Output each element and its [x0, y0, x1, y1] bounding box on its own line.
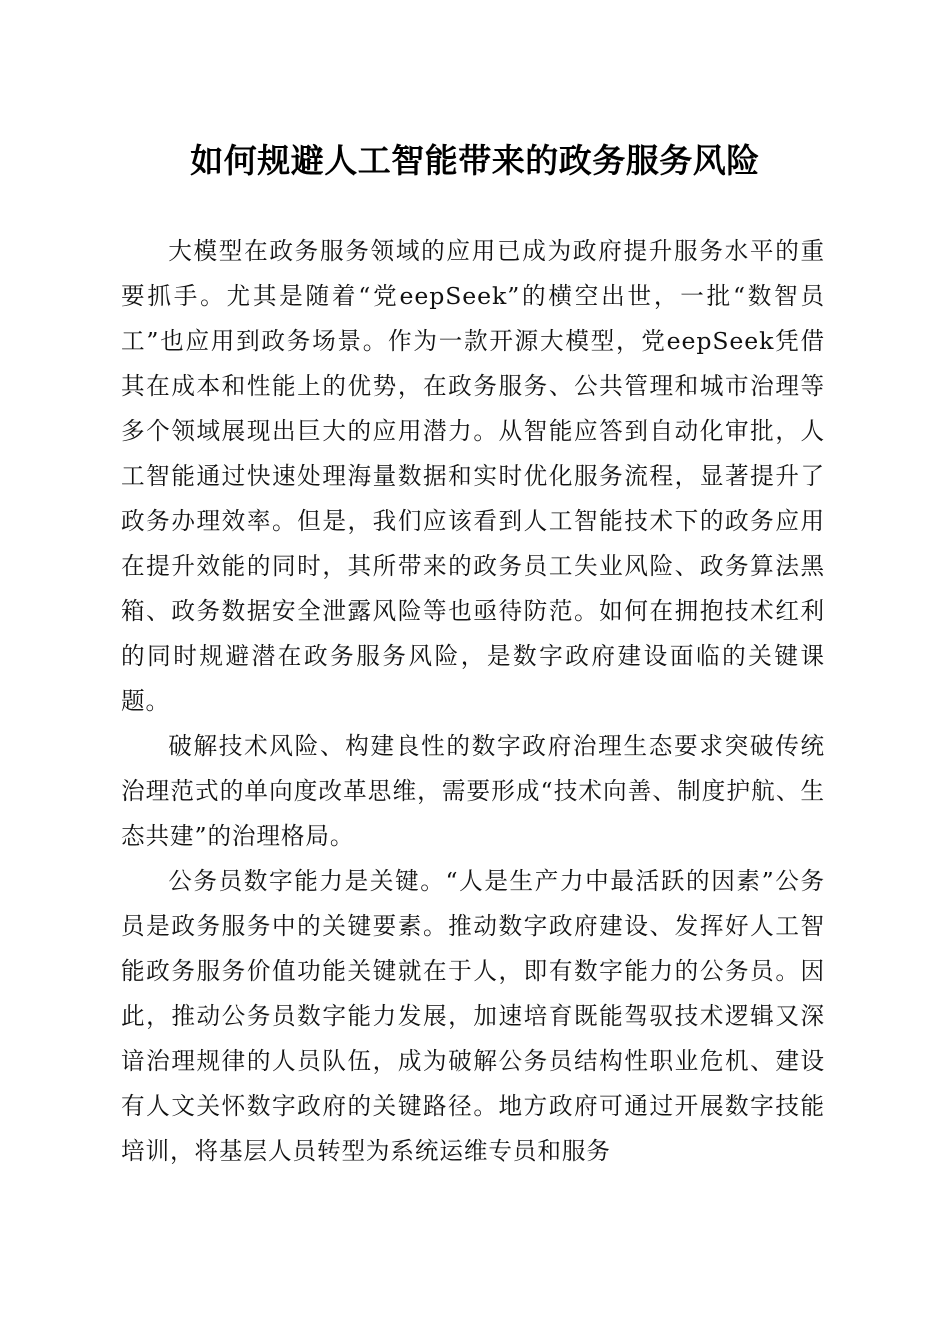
- paragraph-2: 破解技术风险、构建良性的数字政府治理生态要求突破传统治理范式的单向度改革思维，需要形成“技术向善、制度护航、生态共建”的治理格局。: [121, 732, 825, 850]
- document-title: 如何规避人工智能带来的政务服务风险: [190, 141, 760, 180]
- paragraph-3: 公务员数字能力是关键。“人是生产力中最活跃的因素”公务员是政务服务中的关键要素。推动数字政府建设、发挥好人工智能政务服务价值功能关键就在于人，即有数字能力的公务员。因此，推动公务员数字能力发展，加速培育既能驾驭技术逻辑又深谙治理规律的人员队伍，成为破解公务员结构性职业危机、建设有人文关怀数字政府的关键路径。地方政府可通过开展数字技能培训，将基层人员转型为系统运维专员和服务: [121, 867, 825, 1165]
- paragraph-1: 大模型在政务服务领域的应用已成为政府提升服务水平的重要抓手。尤其是随着“党eepSeek”的横空出世，一批“数智员工”也应用到政务场景。作为一款开源大模型，党eepSeek凭借其在成本和性能上的优势，在政务服务、公共管理和城市治理等多个领域展现出巨大的应用潜力。从智能应答到自动化审批，人工智能通过快速处理海量数据和实时优化服务流程，显著提升了政务办理效率。但是，我们应该看到人工智能技术下的政务应用在提升效能的同时，其所带来的政务员工失业风险、政务算法黑箱、政务数据安全泄露风险等也亟待防范。如何在拥抱技术红利的同时规避潜在政务服务风险，是数字政府建设面临的关键课题。: [121, 237, 825, 715]
- document-body: [121, 229, 825, 1174]
